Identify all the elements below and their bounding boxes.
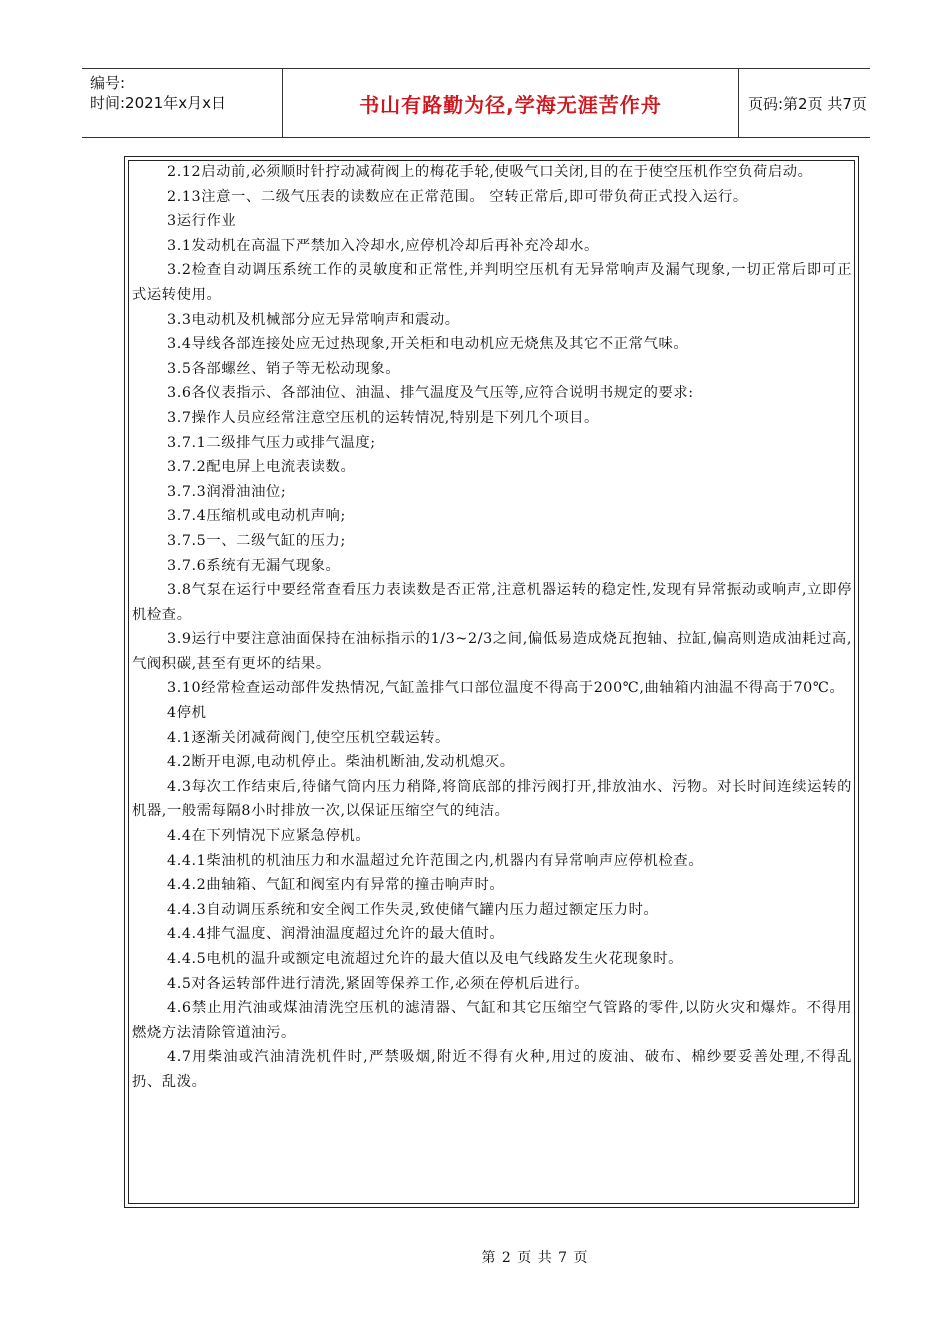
paragraph: 3.4导线各部连接处应无过热现象,开关柜和电动机应无烧焦及其它不正常气味。 xyxy=(167,336,689,353)
page-footer: 第 2 页 共 7 页 xyxy=(481,1250,589,1266)
section-heading: 3运行作业 xyxy=(167,213,237,230)
paragraph: 3.10经常检查运动部件发热情况,气缸盖排气口部位温度不得高于200℃,曲轴箱内油温不得高于70℃。 xyxy=(167,680,845,697)
page-header xyxy=(82,68,870,138)
paragraph: 3.7.3润滑油油位; xyxy=(167,483,287,500)
document-body xyxy=(132,160,852,1095)
header-motto: 书山有路勤为径,学海无涯苦作舟 xyxy=(282,69,739,137)
paragraph: 3.2检查自动调压系统工作的灵敏度和正常性,并判明空压机有无异常响声及漏气现象,一切正常后即可正式运转使用。 xyxy=(132,262,852,303)
paragraph: 2.12启动前,必须顺时针拧动减荷阀上的梅花手轮,使吸气口关闭,目的在于使空压机作空负荷启动。 xyxy=(167,164,813,180)
paragraph: 3.1发动机在高温下严禁加入冷却水,应停机冷却后再补充冷却水。 xyxy=(167,237,599,254)
paragraph: 4.4.4排气温度、润滑油温度超过允许的最大值时。 xyxy=(167,926,505,943)
paragraph: 3.5各部螺丝、销子等无松动现象。 xyxy=(167,360,401,377)
paragraph: 3.7操作人员应经常注意空压机的运转情况,特别是下列几个项目。 xyxy=(167,409,599,426)
paragraph: 3.9运行中要注意油面保持在油标指示的1/3~2/3之间,偏低易造成烧瓦抱轴、拉缸,偏高则造成油耗过高,气阀积碳,甚至有更坏的结果。 xyxy=(132,631,852,672)
section-heading: 4停机 xyxy=(167,705,207,722)
paragraph: 3.8气泵在运行中要经常查看压力表读数是否正常,注意机器运转的稳定性,发现有异常振动或响声,立即停机检查。 xyxy=(132,582,852,623)
paragraph: 4.6禁止用汽油或煤油清洗空压机的滤清器、气缸和其它压缩空气管路的零件,以防火灾和爆炸。不得用燃烧方法清除管道油污。 xyxy=(132,1000,852,1041)
header-meta xyxy=(82,69,282,137)
paragraph: 3.7.6系统有无漏气现象。 xyxy=(167,557,341,574)
paragraph: 3.7.4压缩机或电动机声响; xyxy=(167,508,346,525)
paragraph: 3.7.5一、二级气缸的压力; xyxy=(167,532,346,549)
doc-number-label: 编号: xyxy=(90,74,126,92)
doc-date-label: 时间:2021年x月x日 xyxy=(90,94,226,112)
header-page-label: 页码:第2页 共7页 xyxy=(748,94,867,113)
paragraph: 3.7.2配电屏上电流表读数。 xyxy=(167,459,356,476)
paragraph: 4.4.5电机的温升或额定电流超过允许的最大值以及电气线路发生火花现象时。 xyxy=(167,951,684,967)
paragraph: 4.5对各运转部件进行清洗,紧固等保养工作,必须在停机后进行。 xyxy=(167,975,590,992)
paragraph: 4.4.2曲轴箱、气缸和阀室内有异常的撞击响声时。 xyxy=(167,877,505,894)
paragraph: 3.6各仪表指示、各部油位、油温、排气温度及气压等,应符合说明书规定的要求: xyxy=(167,385,694,402)
paragraph: 4.2断开电源,电动机停止。柴油机断油,发动机熄灭。 xyxy=(167,754,515,771)
paragraph: 4.7用柴油或汽油清洗机件时,严禁吸烟,附近不得有火种,用过的废油、破布、棉纱要妥善处理,不得乱扔、乱泼。 xyxy=(132,1049,852,1090)
paragraph: 4.4.3自动调压系统和安全阀工作失灵,致使储气罐内压力超过额定压力时。 xyxy=(167,901,659,918)
paragraph: 4.3每次工作结束后,待储气筒内压力稍降,将筒底部的排污阀打开,排放油水、污物。对长时间连续运转的机器,一般需每隔8小时排放一次,以保证压缩空气的纯洁。 xyxy=(132,778,852,820)
paragraph: 4.4.1柴油机的机油压力和水温超过允许范围之内,机器内有异常响声应停机检查。 xyxy=(167,852,704,869)
paragraph: 4.1逐渐关闭减荷阀门,使空压机空载运转。 xyxy=(167,729,450,746)
paragraph: 3.3电动机及机械部分应无异常响声和震动。 xyxy=(167,311,460,328)
paragraph: 2.13注意一、二级气压表的读数应在正常范围。 空转正常后,即可带负荷正式投入运行。 xyxy=(167,188,748,205)
paragraph: 4.4在下列情况下应紧急停机。 xyxy=(167,828,371,845)
paragraph: 3.7.1二级排气压力或排气温度; xyxy=(167,434,376,451)
